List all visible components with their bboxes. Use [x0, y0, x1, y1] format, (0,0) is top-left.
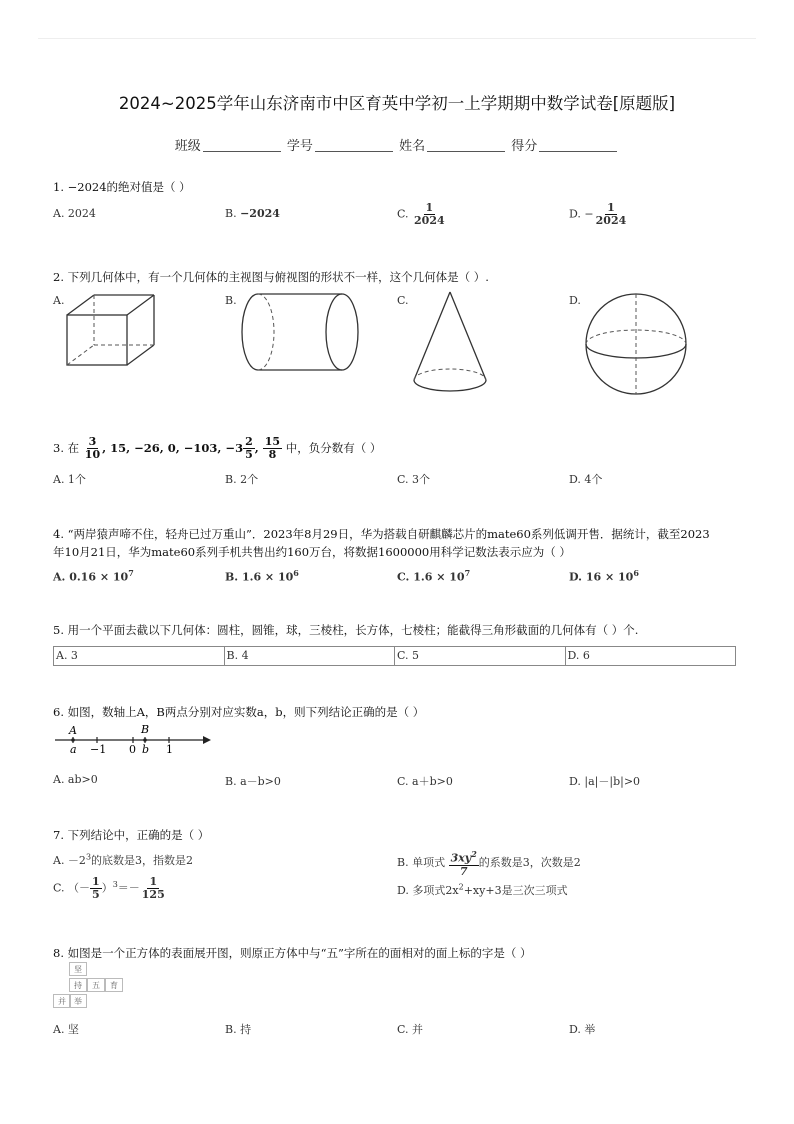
net-cell-top: 坚 — [69, 962, 87, 976]
question-4-stem-line-1: 4. “两岸猿声啼不住，轻舟已过万重山”．2023年8月29日，华为搭载自研麒麟芯片的mate60系列低调开售．据统计，截至2023 — [53, 527, 710, 541]
question-8-stem: 8. 如图是一个正方体的表面展开图，则原正方体中与“五”字所在的面相对的面上标的字是（ ） — [53, 946, 532, 960]
net-cell-mid-1: 持 — [69, 978, 87, 992]
question-7-stem: 7. 下列结论中，正确的是（ ） — [53, 828, 210, 842]
q7-c-exp: 3 — [112, 879, 118, 889]
q7-c-rnum: 1 — [149, 875, 158, 888]
q7-option-a[interactable] — [53, 852, 193, 868]
q7-a-rest: 的底数是3，指数是2 — [91, 854, 194, 867]
q3-middle: , 15, −26, 0, −103, −3 — [102, 440, 244, 455]
q3-fraction-1 — [83, 436, 102, 461]
q3-f3-num: 15 — [264, 435, 281, 448]
q1-c-num: 1 — [425, 201, 434, 214]
id-label: 学号 — [286, 139, 313, 154]
net-cell-mid-2: 五 — [87, 978, 105, 992]
q1-option-b[interactable] — [225, 207, 280, 220]
score-label: 得分 — [511, 139, 538, 154]
q1-c-den: 2024 — [414, 214, 445, 227]
q1-d-prefix: D. − — [569, 207, 594, 221]
q1-b-prefix: B. — [225, 207, 241, 220]
q4-option-b[interactable] — [225, 568, 299, 584]
student-info-line — [0, 135, 794, 154]
q3-option-a[interactable]: A. 1个 — [53, 473, 86, 486]
q7-b-den: 7 — [459, 864, 468, 878]
q5-option-c[interactable]: C. 5 — [395, 647, 566, 665]
q5-option-b[interactable]: B. 4 — [225, 647, 396, 665]
q7-d-text: D. 多项式2x — [397, 884, 459, 897]
question-7 — [53, 826, 209, 844]
q3-f2-den: 5 — [245, 448, 253, 461]
q6-option-c[interactable]: C. a＋b>0 — [397, 775, 453, 788]
question-1 — [53, 178, 191, 196]
axis-tick-one: 1 — [166, 743, 173, 756]
axis-label-B: B — [141, 723, 150, 736]
q4-b-value: 1.6 × 10 — [241, 570, 294, 584]
q7-option-c[interactable] — [53, 876, 167, 901]
q1-c-fraction — [412, 202, 447, 227]
score-blank[interactable] — [539, 151, 617, 152]
q1-option-d[interactable] — [569, 202, 628, 227]
cube-figure — [62, 290, 162, 372]
q7-d-exp: 2 — [458, 882, 464, 892]
q1-b-value: −2024 — [240, 207, 280, 220]
question-2 — [53, 268, 489, 286]
q7-b-rest: 的系数是3，次数是2 — [478, 855, 581, 869]
question-4 — [53, 525, 743, 561]
q4-option-a[interactable] — [53, 568, 134, 584]
axis-label-a: a — [70, 743, 77, 756]
question-4-stem-line-2: 年10月21日，华为mate60系列手机共售出约160万台，将数据1600000用科学记数法表示应为（ ） — [53, 545, 571, 559]
question-8 — [53, 944, 532, 962]
number-line-figure — [53, 720, 213, 758]
q4-a-prefix: A. — [53, 570, 70, 584]
q7-c-eq: ＝－ — [117, 881, 140, 895]
name-blank[interactable] — [427, 151, 505, 152]
cube-net-figure — [53, 962, 125, 1010]
q3-option-c[interactable]: C. 3个 — [397, 473, 431, 486]
question-6 — [53, 703, 424, 721]
top-divider — [38, 38, 756, 39]
q1-d-den: 2024 — [595, 214, 627, 227]
q2-option-d[interactable]: D. — [569, 294, 581, 307]
q7-b-text: B. 单项式 — [397, 855, 449, 869]
q5-options-table — [53, 646, 736, 666]
q4-a-exp: 7 — [128, 568, 134, 578]
q4-b-exp: 6 — [293, 568, 299, 578]
name-label: 姓名 — [399, 139, 426, 154]
q8-option-b[interactable]: B. 持 — [225, 1023, 252, 1036]
question-5 — [53, 621, 638, 639]
q8-option-a[interactable]: A. 坚 — [53, 1023, 79, 1036]
q5-option-a[interactable]: A. 3 — [54, 647, 225, 665]
q7-c-text: C. （－ — [53, 881, 91, 895]
class-label: 班级 — [174, 139, 201, 154]
q7-b-fraction — [449, 848, 479, 878]
q1-option-c[interactable] — [397, 202, 447, 227]
q4-b-prefix: B. — [225, 570, 242, 584]
q1-option-a[interactable]: A. 2024 — [53, 207, 96, 220]
q4-c-prefix: C. — [397, 570, 414, 584]
id-blank[interactable] — [315, 151, 393, 152]
question-6-stem: 6. 如图，数轴上A，B两点分别对应实数a，b，则下列结论正确的是（ ） — [53, 705, 425, 719]
q6-option-a[interactable]: A. ab>0 — [53, 773, 98, 786]
question-2-stem: 2. 下列几何体中，有一个几何体的主视图与俯视图的形状不一样，这个几何体是（ ）. — [53, 270, 489, 284]
question-1-stem: 1. −2024的绝对值是（ ） — [53, 180, 191, 194]
q7-c-result-fraction — [140, 876, 167, 901]
q4-d-value: 16 × 10 — [585, 570, 634, 584]
q4-c-exp: 7 — [464, 568, 471, 578]
question-3 — [53, 436, 381, 461]
axis-tick-zero: 0 — [129, 743, 136, 756]
q3-fraction-3 — [263, 436, 282, 461]
q8-option-c[interactable]: C. 并 — [397, 1023, 424, 1036]
class-blank[interactable] — [203, 151, 281, 152]
q7-c-den: 5 — [92, 888, 100, 901]
cylinder-figure — [238, 290, 363, 375]
q7-d-rest: +xy+3是三次三项式 — [463, 884, 568, 897]
q4-option-d[interactable] — [569, 568, 639, 584]
q7-c-num: 1 — [92, 875, 100, 888]
axis-label-A: A — [69, 724, 77, 737]
q3-f1-den: 10 — [84, 448, 101, 461]
net-cell-bot-2: 举 — [69, 994, 87, 1008]
sphere-figure — [582, 290, 690, 398]
q4-d-exp: 6 — [633, 568, 639, 578]
q7-option-b[interactable] — [397, 848, 581, 878]
q5-option-d[interactable]: D. 6 — [567, 649, 590, 662]
q3-suffix: 中，负分数有（ ） — [282, 440, 382, 455]
q4-c-value: 1.6 × 10 — [413, 570, 465, 584]
q3-f3-den: 8 — [268, 448, 277, 461]
question-3-stem — [53, 435, 382, 461]
net-cell-bot-1: 并 — [53, 994, 71, 1008]
q3-option-b[interactable]: B. 2个 — [225, 473, 259, 486]
cone-figure — [410, 288, 490, 400]
q4-option-c[interactable] — [397, 568, 470, 584]
axis-label-b: b — [142, 743, 150, 756]
q7-b-num: 3xy — [450, 851, 472, 865]
q7-c-rden: 125 — [141, 888, 165, 901]
q2-option-b[interactable]: B. — [225, 294, 237, 307]
q7-option-d[interactable] — [397, 882, 568, 898]
q6-option-b[interactable]: B. a－b>0 — [225, 775, 281, 788]
q3-sep: , — [254, 440, 263, 455]
q1-d-fraction — [594, 202, 629, 227]
q3-fraction-2 — [243, 436, 255, 461]
q2-option-a[interactable]: A. — [53, 294, 65, 307]
q1-d-num: 1 — [607, 201, 615, 214]
axis-tick-neg1: −1 — [90, 743, 107, 756]
q3-f2-num: 2 — [245, 435, 253, 448]
q8-option-d[interactable]: D. 举 — [569, 1023, 596, 1036]
q4-a-value: 0.16 × 10 — [69, 570, 129, 584]
q7-b-num-exp: 2 — [471, 849, 477, 859]
q3-f1-num: 3 — [88, 435, 97, 448]
q3-option-d[interactable]: D. 4个 — [569, 473, 603, 486]
net-cell-mid-3: 育 — [105, 978, 123, 992]
q6-option-d[interactable]: D. |a|－|b|>0 — [569, 775, 641, 788]
q7-a-exp: 3 — [85, 852, 92, 862]
q2-option-c[interactable]: C. — [397, 294, 409, 307]
q7-c-mid: ） — [101, 881, 113, 895]
q4-d-prefix: D. — [569, 570, 586, 584]
q1-c-prefix: C. — [397, 207, 413, 221]
question-5-stem: 5. 用一个平面去截以下几何体：圆柱，圆锥，球，三棱柱，长方体，七棱柱；能截得三角形截面的几何体有（ ）个. — [53, 623, 639, 637]
page-title: 2024~2025学年山东济南市中区育英中学初一上学期期中数学试卷[原题版] — [118, 94, 676, 113]
q7-c-fraction — [90, 876, 102, 901]
q7-a-text: A. －2 — [53, 854, 86, 867]
q3-prefix: 3. 在 — [53, 440, 83, 455]
